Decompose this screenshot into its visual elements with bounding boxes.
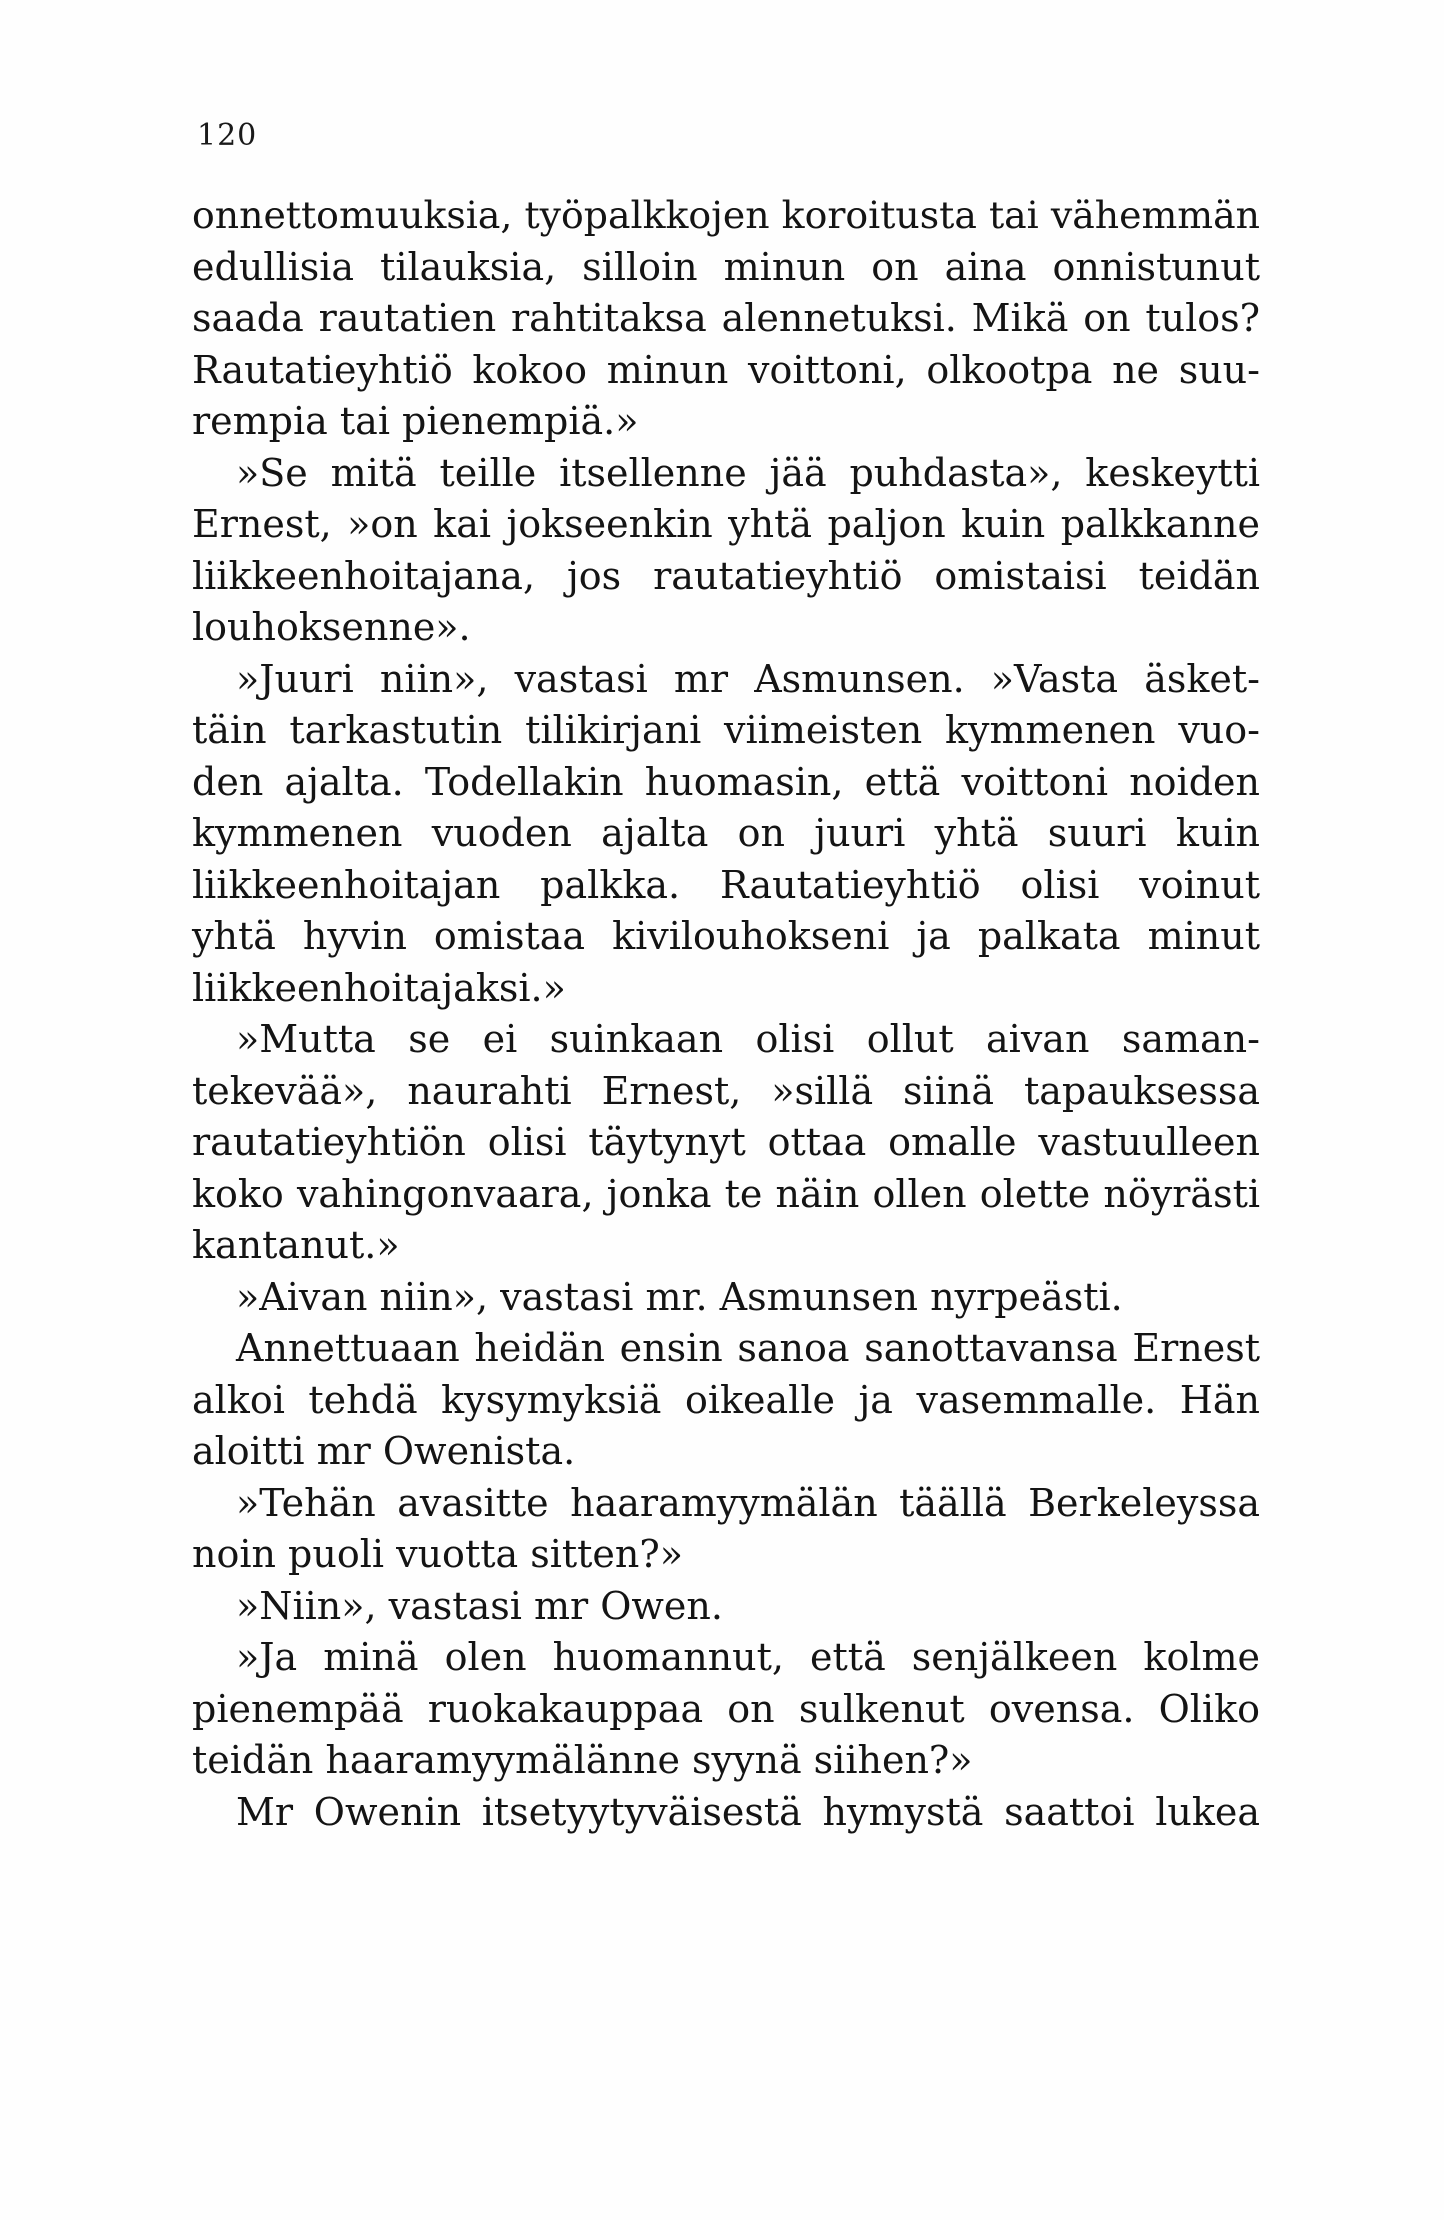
text-line: Annettuaan heidän ensin sanoa sanottavansa Ernest bbox=[236, 1326, 1260, 1370]
text-line: aloitti mr Owenista. bbox=[192, 1429, 576, 1473]
text-line: »Juuri niin», vastasi mr Asmunsen. »Vasta äsket- bbox=[236, 656, 1260, 701]
page-number: 120 bbox=[197, 118, 258, 153]
text-line: Rautatieyhtiö kokoo minun voittoni, olkootpa ne suu- bbox=[192, 347, 1260, 392]
text-line: kymmenen vuoden ajalta on juuri yhtä suuri kuin bbox=[192, 811, 1260, 855]
text-line: »Aivan niin», vastasi mr. Asmunsen nyrpeästi. bbox=[236, 1274, 1123, 1319]
text-line: pienempää ruokakauppaa on sulkenut ovensa. Oliko bbox=[192, 1686, 1260, 1731]
text-line: liikkeenhoitajana, jos rautatieyhtiö omistaisi teidän bbox=[192, 553, 1260, 598]
text-line: »Niin», vastasi mr Owen. bbox=[236, 1583, 723, 1628]
text-line: rempia tai pienempiä.» bbox=[192, 399, 639, 443]
text-line: kantanut.» bbox=[192, 1223, 400, 1267]
text-line: alkoi tehdä kysymyksiä oikealle ja vasemmalle. Hän bbox=[192, 1377, 1260, 1422]
text-line: liikkeenhoitajan palkka. Rautatieyhtiö olisi voinut bbox=[192, 862, 1260, 907]
body-text bbox=[192, 190, 1260, 1838]
text-line: koko vahingonvaara, jonka te näin ollen olette nöyrästi bbox=[192, 1171, 1260, 1216]
text-line: teidän haaramyymälänne syynä siihen?» bbox=[192, 1738, 973, 1782]
text-line: Ernest, »on kai jokseenkin yhtä paljon kuin palkkanne bbox=[192, 502, 1260, 546]
text-line: rautatieyhtiön olisi täytynyt ottaa omalle vastuulleen bbox=[192, 1120, 1260, 1164]
text-line: den ajalta. Todellakin huomasin, että voittoni noiden bbox=[192, 759, 1260, 804]
text-line: »Mutta se ei suinkaan olisi ollut aivan saman- bbox=[236, 1017, 1260, 1061]
text-line: edullisia tilauksia, silloin minun on aina onnistunut bbox=[192, 244, 1260, 289]
text-line: liikkeenhoitajaksi.» bbox=[192, 965, 566, 1010]
text-line: louhoksenne». bbox=[192, 605, 471, 649]
text-line: noin puoli vuotta sitten?» bbox=[192, 1532, 683, 1576]
text-line: »Se mitä teille itsellenne jää puhdasta», keskeytti bbox=[236, 450, 1260, 495]
text-line: täin tarkastutin tilikirjani viimeisten kymmenen vuo- bbox=[192, 708, 1260, 752]
text-line: tekevää», naurahti Ernest, »sillä siinä tapauksessa bbox=[192, 1068, 1260, 1113]
text-line: onnettomuuksia, työpalkkojen koroitusta tai vähemmän bbox=[192, 193, 1260, 237]
text-line: »Tehän avasitte haaramyymälän täällä Berkeleyssa bbox=[236, 1480, 1260, 1525]
text-line: Mr Owenin itsetyytyväisestä hymystä saattoi lukea bbox=[236, 1789, 1260, 1834]
text-line: »Ja minä olen huomannut, että senjälkeen kolme bbox=[236, 1635, 1260, 1679]
text-line: yhtä hyvin omistaa kivilouhokseni ja palkata minut bbox=[192, 914, 1260, 958]
text-line: saada rautatien rahtitaksa alennetuksi. Mikä on tulos? bbox=[192, 296, 1260, 340]
